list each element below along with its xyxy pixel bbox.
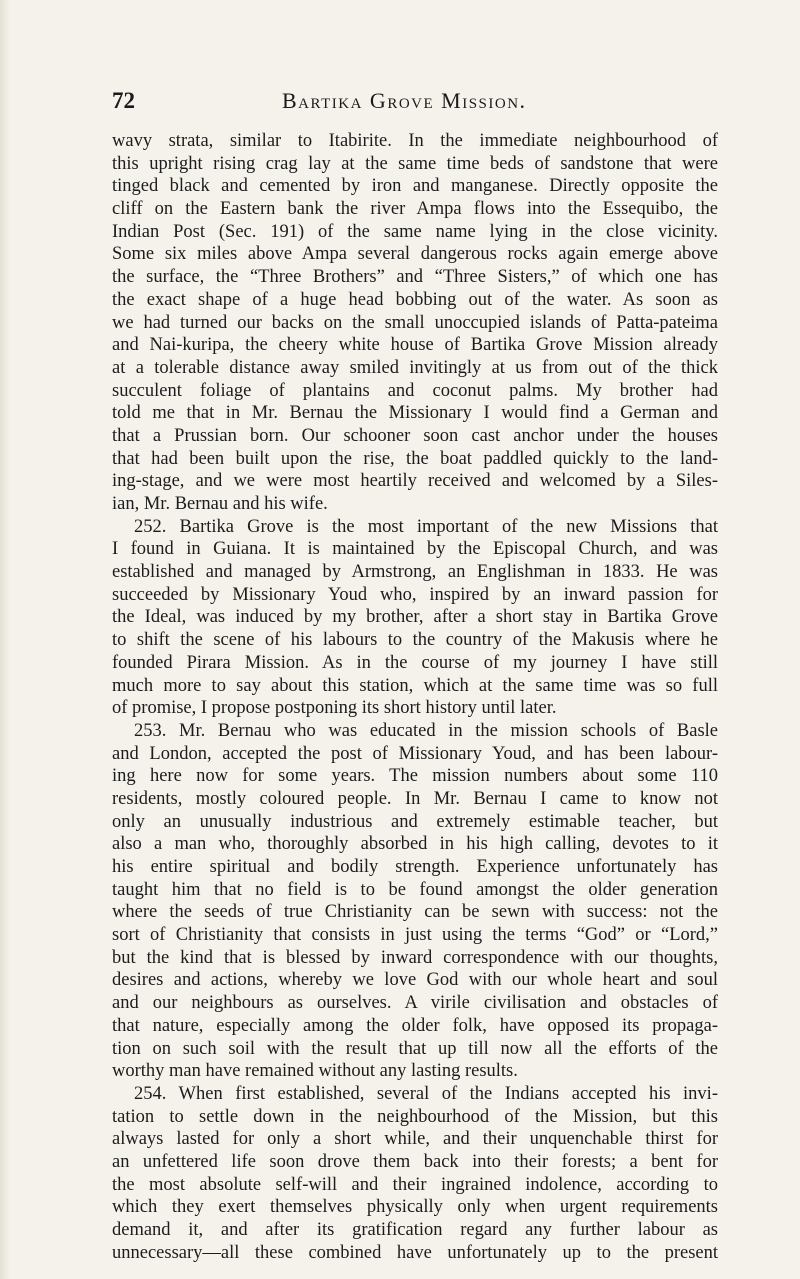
- text-line: desires and actions, whereby we love God with our whole heart and soul: [112, 970, 718, 991]
- text-line: the most absolute self-will and their ingrained indolence, according to: [112, 1174, 718, 1195]
- paragraph-first-line: 253. Mr. Bernau who was educated in the mission schools of Basle: [134, 720, 718, 741]
- text-line: we had turned our backs on the small unoccupied islands of Pa‍tta-pateima: [112, 312, 718, 333]
- text-line: the Ideal, was induced by my brother, after a short stay in Bartika Grove: [112, 607, 718, 628]
- text-line: but the kind that is blessed by inward correspondence with our thoughts,: [112, 947, 718, 968]
- paragraph-first-line: 252. Bartika Grove is the most important of the new Missions that: [134, 516, 718, 537]
- text-line: tinged black and cemented by iron and manganese. Directly opposite the: [112, 176, 718, 197]
- text-line: tation to settle down in the neighbourhood of the Mission, but this: [112, 1106, 718, 1127]
- text-line: always lasted for only a short while, and their unquenchable thirst for: [112, 1129, 718, 1150]
- page-header: [112, 88, 718, 120]
- text-line: unnecessary—all these combined have unfortunately up to the present: [112, 1242, 718, 1263]
- text-line: where the seeds of true Christianity can be sewn with success: not the: [112, 902, 718, 923]
- text-line: of promise, I propose postponing its short history until later.: [112, 698, 557, 719]
- text-line: and our neighbours as ourselves. A virile civilisation and obstacles of: [112, 993, 718, 1014]
- text-line: ing here now for some years. The mission numbers about some 110: [112, 766, 718, 787]
- text-line: the surface, the “Three Brothers” and “Three Sisters,” of which one has: [112, 267, 718, 288]
- text-line: an unfettered life soon drove them back into their forests; a bent for: [112, 1151, 718, 1172]
- text-line: wavy strata, similar to Itabirite. In the immediate neighbourhood of: [112, 131, 718, 151]
- body-text: [112, 130, 718, 1264]
- text-line: succeeded by Missionary Youd who, inspired by an inward passion for: [112, 584, 718, 605]
- text-line: cliff on the Eastern bank the river Ampa flows into the Essequibo, the: [112, 199, 718, 220]
- text-line: to shift the scene of his labours to the country of the Makusis where he: [112, 630, 718, 651]
- text-line: established and managed by Armstrong, an Englishman in 1833. He was: [112, 562, 718, 583]
- text-line: and Nai-kuripa, the cheery white house of Bartika Grove Mission already: [112, 335, 718, 356]
- text-line: Indian Post (Sec. 191) of the same name lying in the close vicinity.: [112, 221, 718, 242]
- text-line: which they exert themselves physically only when urgent requirements: [112, 1197, 718, 1218]
- text-line: that had been built upon the rise, the boat paddled quickly to the land-: [112, 448, 718, 469]
- running-title: Bartika Grove Mission.: [282, 88, 527, 113]
- text-line: succulent foliage of plantains and coconut palms. My brother had: [112, 380, 718, 401]
- text-line: his entire spiritual and bodily strength. Experience unfortunately has: [112, 857, 718, 877]
- text-line: told me that in Mr. Bernau the Missionary I would find a German and: [112, 403, 718, 424]
- text-line: worthy man have remained without any lasting results.: [112, 1061, 518, 1082]
- text-line: that nature, especially among the older folk, have opposed its propaga-: [112, 1015, 718, 1036]
- text-line: demand it, and after its gratification regard any further labour as: [112, 1220, 718, 1240]
- text-line: the exact shape of a huge head bobbing out of the water. As soon as: [112, 289, 718, 310]
- text-line: residents, mostly coloured people. In Mr. Bernau I came to know not: [112, 788, 718, 809]
- text-line: that a Prussian born. Our schooner soon cast anchor under the houses: [112, 425, 718, 446]
- text-line: I found in Guiana. It is maintained by the Episcopal Church, and was: [112, 539, 718, 560]
- text-line: tion on such soil with the result that up till now all the efforts of the: [112, 1038, 718, 1059]
- text-line: taught him that no field is to be found amongst the older generation: [112, 879, 718, 900]
- text-line: much more to say about this station, which at the same time was so full: [112, 675, 718, 696]
- paragraph-first-line: 254. When first established, several of the Indians accepted his invi-: [134, 1083, 718, 1104]
- text-line: sort of Christianity that consists in just using the terms “God” or “Lord,”: [112, 925, 718, 946]
- text-line: founded Pirara Mission. As in the course of my journey I have still: [112, 652, 718, 673]
- text-line: ing-stage, and we were most heartily received and welcomed by a Siles-: [112, 471, 718, 492]
- text-line: and London, accepted the post of Missionary Youd, and has been labour-: [112, 743, 718, 764]
- text-line: only an unusually industrious and extremely estimable teacher, but: [112, 811, 718, 832]
- text-line: also a man who, thoroughly absorbed in his high calling, devotes to it: [112, 834, 718, 855]
- page-number: 72: [112, 88, 135, 113]
- text-line: at a tolerable distance away smiled invitingly at us from out of the thick: [112, 357, 718, 378]
- page-binding-edge: [0, 0, 10, 1279]
- text-line: ian, Mr. Bernau and his wife.: [112, 494, 328, 514]
- text-line: Some six miles above Ampa several dangerous rocks again emerge above: [112, 244, 718, 265]
- text-line: this upright rising crag lay at the same time beds of sandstone that were: [112, 153, 718, 174]
